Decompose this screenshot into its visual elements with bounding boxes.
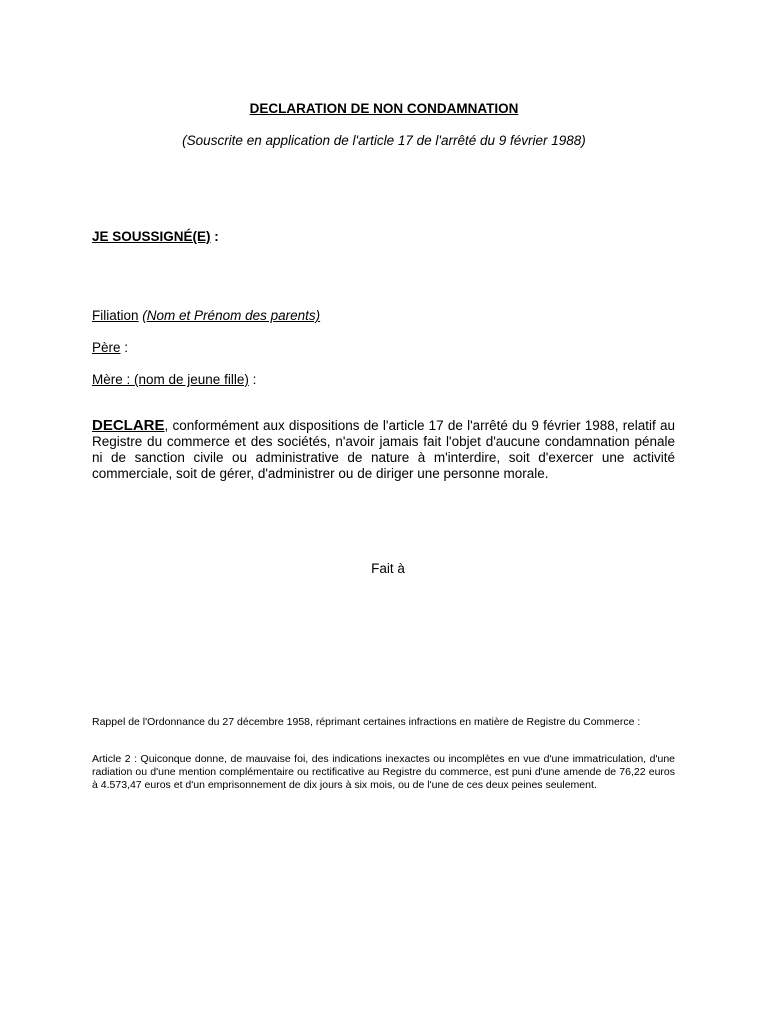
soussigne-line [92, 229, 219, 245]
filiation-hint: (Nom et Prénom des parents) [142, 308, 321, 323]
soussigne-colon: : [210, 229, 219, 244]
declare-keyword: DECLARE [92, 417, 165, 434]
fait-a-line: Fait à [371, 561, 405, 576]
declaration-paragraph [92, 418, 675, 482]
article-2-text: Article 2 : Quiconque donne, de mauvaise foi, des indications inexactes ou incomplètes en vue d'une immatriculation, d'une radiation ou d'une mention complémentaire ou rectificative au Registre du commerce, est puni d'une amende de 76,22 euros à 4.573,47 euros et d'un emprisonnement de dix jours à six mois, ou de l'une de ces deux peines seulement. [92, 753, 675, 791]
soussigne-label: JE SOUSSIGNÉ(E) [92, 229, 211, 244]
filiation-line [92, 308, 320, 324]
pere-label: Père [92, 340, 121, 355]
rappel-ordonnance: Rappel de l'Ordonnance du 27 décembre 1958, réprimant certaines infractions en matière de Registre du Commerce : [92, 716, 641, 728]
mere-label: Mère : (nom de jeune fille) [92, 372, 249, 387]
mere-line [92, 372, 256, 388]
pere-colon: : [120, 340, 129, 355]
document-subtitle: (Souscrite en application de l'article 17 de l'arrêté du 9 février 1988) [182, 133, 586, 148]
mere-colon: : [248, 372, 257, 387]
declare-text: , conformément aux dispositions de l'article 17 de l'arrêté du 9 février 1988, relatif au Registre du commerce et des sociétés, n'avoir jamais fait l'objet d'aucune condamnation pénale ni de sanction civile ou administrative de nature à m'interdire, soit d'exercer une activité commerciale, soit de gérer, d'administrer ou de diriger une personne morale. [92, 418, 675, 481]
filiation-label: Filiation [92, 308, 139, 323]
pere-line [92, 340, 128, 356]
document-title: DECLARATION DE NON CONDAMNATION [249, 101, 519, 116]
